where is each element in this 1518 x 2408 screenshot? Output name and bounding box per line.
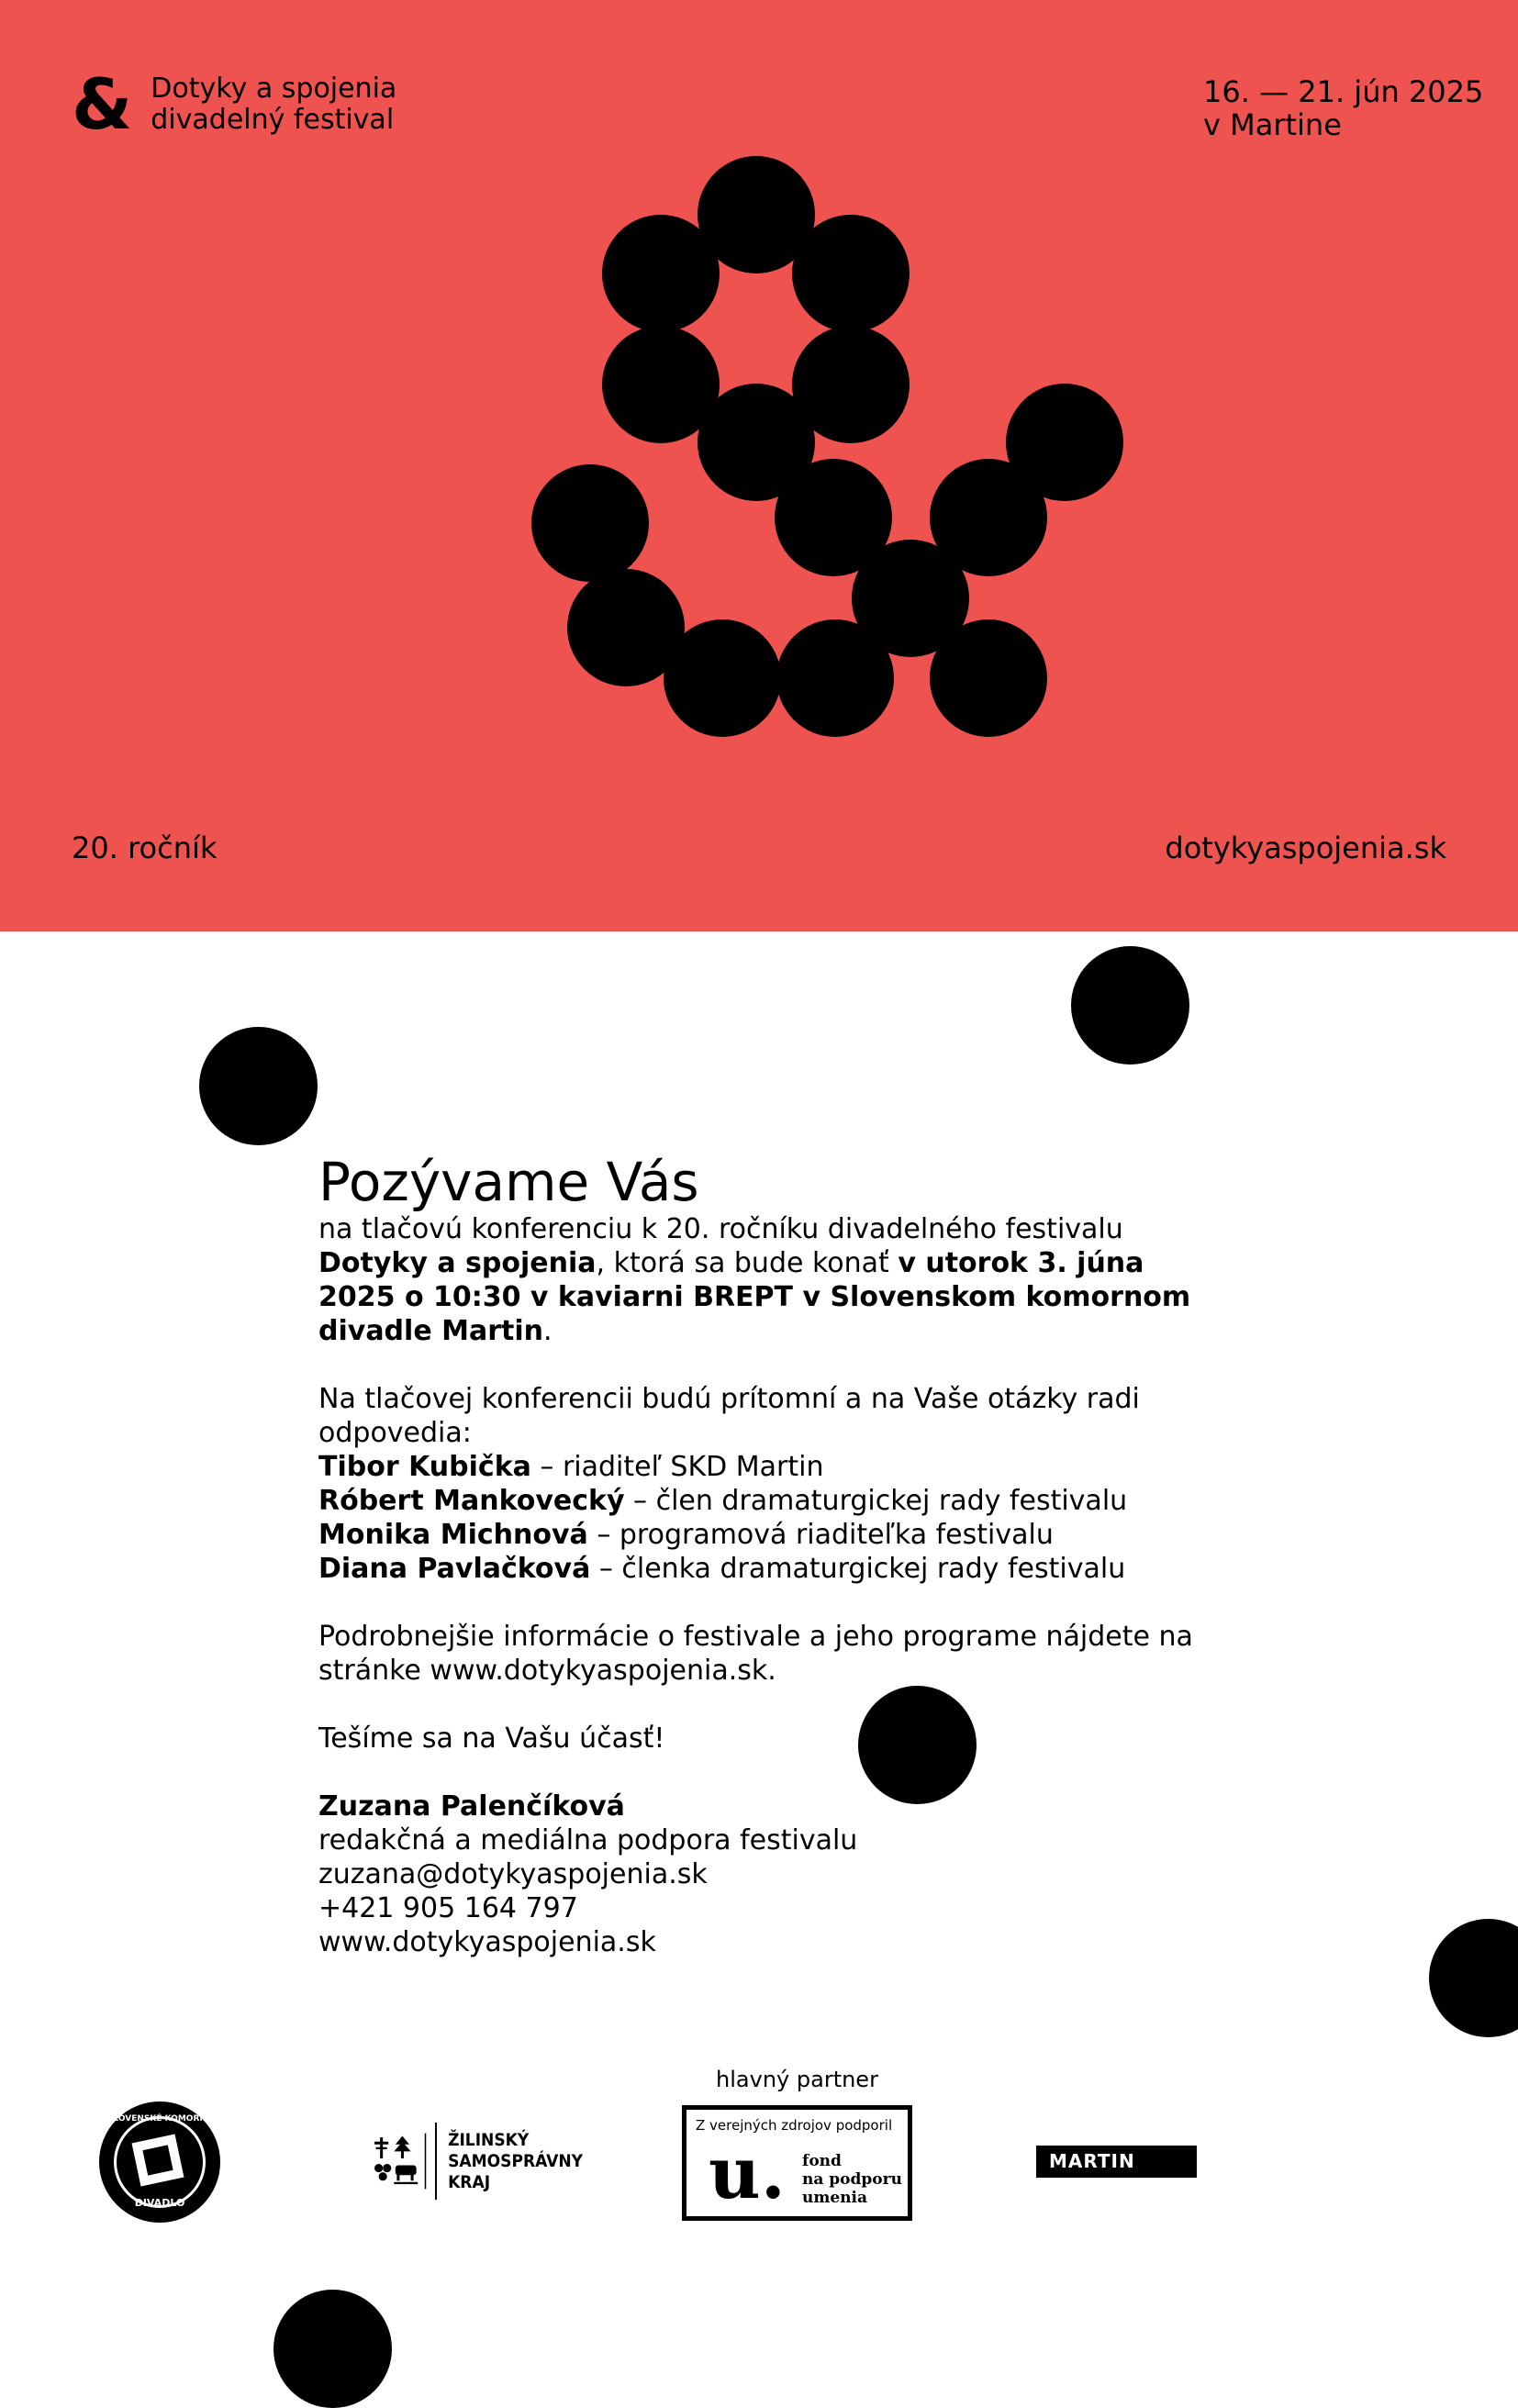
attendee-name: Róbert Mankovecký [318, 1485, 625, 1517]
contact-web[interactable]: www.dotykyaspojenia.sk [318, 1926, 656, 1958]
more-info-text: Podrobnejšie informácie o festivale a jeho programe nájdete na stránke www.dotykyaspojenia.sk. [318, 1621, 1193, 1687]
attendee-line [318, 1552, 1218, 1586]
festival-header [0, 0, 1518, 931]
zsk-line: KRAJ [448, 2171, 491, 2192]
decorative-dot-icon [1071, 946, 1189, 1065]
festival-brand [72, 63, 397, 145]
attendee-line [318, 1518, 1218, 1552]
closing-text: Tešíme sa na Vašu účasť! [318, 1722, 665, 1755]
event-time-place: v utorok 3. júna 2025 o 10:30 v kaviarni BREPT v Slovenskom komornom divadle Martin [318, 1247, 1191, 1347]
fpu-logo [682, 2105, 912, 2221]
zsk-logo-text [448, 2130, 583, 2193]
festival-dates [1203, 75, 1483, 141]
contact-email[interactable]: zuzana@dotykyaspojenia.sk [318, 1858, 708, 1890]
invitation-intro [318, 1212, 1218, 1348]
attendee-line [318, 1484, 1218, 1518]
amp-dot [664, 619, 781, 737]
date-range: 16. — 21. jún 2025 [1203, 74, 1484, 109]
decorative-dot-icon [199, 1027, 318, 1145]
main-partner-label: hlavný partner [716, 2067, 878, 2092]
attendee-role: – člen dramaturgickej rady festivalu [624, 1485, 1128, 1517]
contact-role: redakčná a mediálna podpora festivalu [318, 1824, 858, 1856]
festival-name: Dotyky a spojenia [318, 1247, 597, 1279]
attendee-role: – členka dramaturgickej rady festivalu [590, 1553, 1126, 1585]
skd-logo-bottom: DIVADLO [134, 2197, 185, 2209]
brand-name: Dotyky a spojenia [151, 72, 397, 105]
attendee-line [318, 1450, 1218, 1484]
contact-name-text: Zuzana Palenčíková [318, 1790, 625, 1823]
invitation-content [318, 1152, 1218, 1959]
attendee-role: – riaditeľ SKD Martin [530, 1451, 824, 1483]
amp-dot [602, 215, 720, 332]
brand-subtitle: divadelný festival [151, 104, 395, 136]
skd-logo-top: SLOVENSKÉ KOMORNÉ [106, 2114, 213, 2124]
skd-logo [99, 2101, 220, 2223]
contact-phone[interactable]: +421 905 164 797 [318, 1892, 578, 1924]
attendee-name: Diana Pavlačková [318, 1553, 591, 1585]
fpu-name [802, 2152, 902, 2207]
attendees-intro: Na tlačovej konferencii budú prítomní a na Vaše otázky radi odpovedia: [318, 1383, 1140, 1449]
attendee-name: Tibor Kubička [318, 1451, 531, 1483]
decorative-dot-icon [1429, 1919, 1518, 2037]
intro-text: . [542, 1315, 553, 1347]
amp-dot [930, 619, 1047, 737]
amp-dot [792, 215, 910, 332]
theatre-mask-icon [132, 2135, 184, 2187]
martin-logo: MARTIN [1036, 2146, 1197, 2178]
fpu-line: na podporu [802, 2170, 902, 2189]
fpu-letter-icon: u. [709, 2132, 786, 2215]
brand-text [151, 73, 396, 136]
ampersand-logo-icon: & [72, 63, 131, 145]
zsk-line: SAMOSPRÁVNY [448, 2150, 583, 2171]
invitation-title: Pozývame Vás [318, 1151, 699, 1213]
intro-text: , ktorá sa bude konať [596, 1247, 899, 1279]
amp-dot [776, 619, 894, 737]
contact-name [318, 1789, 1218, 1823]
amp-dot [531, 464, 649, 582]
intro-text: na tlačovú konferenciu k 20. ročníku divadelného festivalu [318, 1213, 1123, 1245]
fpu-line: fond [802, 2152, 842, 2170]
edition-label: 20. ročník [72, 831, 218, 865]
festival-location: v Martine [1203, 107, 1342, 142]
fpu-tagline: Z verejných zdrojov podporil [696, 2117, 893, 2134]
attendee-role: – programová riaditeľka festivalu [587, 1519, 1054, 1551]
festival-website[interactable]: dotykyaspojenia.sk [1165, 831, 1446, 865]
zsk-logo [372, 2115, 583, 2207]
coat-of-arms-icon [372, 2124, 428, 2198]
fpu-line: umenia [802, 2189, 867, 2207]
attendee-name: Monika Michnová [318, 1519, 588, 1551]
zsk-line: ŽILINSKÝ [448, 2129, 530, 2150]
